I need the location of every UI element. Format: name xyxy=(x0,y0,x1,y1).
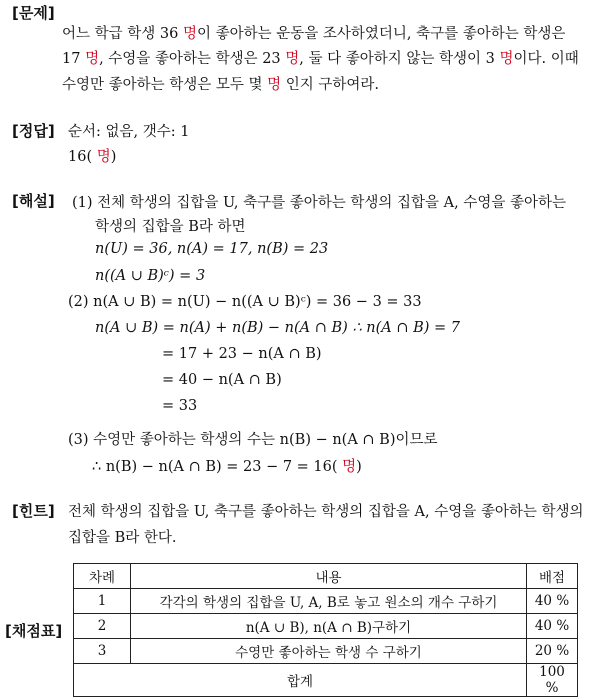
answer-line-1: 순서: 없음, 갯수: 1 xyxy=(68,124,190,140)
row-score: 40 % xyxy=(527,614,578,639)
solution-step3-line2: ∴ n(B) − n(A ∩ B) = 23 − 7 = 16( 명) xyxy=(92,459,362,475)
solution-step2-line4: = 40 − n(A ∩ B) xyxy=(162,372,282,388)
hint-label: [힌트] xyxy=(12,502,55,520)
row-order: 1 xyxy=(74,589,131,614)
unit-myeong: 명 xyxy=(499,51,514,67)
unit-myeong: 명 xyxy=(96,149,111,165)
answer-line-2: 16( 명) xyxy=(68,149,117,165)
table-row xyxy=(74,614,578,639)
hint-line-2: 집합을 B라 한다. xyxy=(68,530,177,546)
solution-step2-line2: n(A ∪ B) = n(A) + n(B) − n(A ∩ B) ∴ n(A ∩ B) = 7 xyxy=(95,320,461,336)
unit-myeong: 명 xyxy=(182,26,197,42)
row-score: 20 % xyxy=(527,639,578,664)
header-order: 차례 xyxy=(74,564,131,589)
solution-step2-line5: = 33 xyxy=(162,398,198,414)
problem-label: [문제] xyxy=(12,4,55,22)
solution-step2-line3: = 17 + 23 − n(A ∩ B) xyxy=(162,346,322,362)
solution-step1-line4: n((A ∪ B)ᶜ) = 3 xyxy=(95,268,206,284)
problem-line-1: 어느 학급 학생 36 명이 좋아하는 운동을 조사하였더니, 축구를 좋아하는 학생은 xyxy=(62,26,566,42)
header-score: 배점 xyxy=(527,564,578,589)
total-score: 100 % xyxy=(527,664,578,697)
solution-step3-line1: (3) 수영만 좋아하는 학생의 수는 n(B) − n(A ∩ B)이므로 xyxy=(68,432,438,448)
solution-step1-line2: 학생의 집합을 B라 하면 xyxy=(95,219,246,235)
solution-step1-line1: (1) 전체 학생의 집합을 U, 축구를 좋아하는 학생의 집합을 A, 수영을 좋아하는 xyxy=(72,195,567,211)
table-total-row xyxy=(74,664,578,697)
table-header-row xyxy=(74,564,578,589)
problem-line-3: 수영만 좋아하는 학생은 모두 몇 명 인지 구하여라. xyxy=(62,77,380,93)
header-content: 내용 xyxy=(131,564,527,589)
table-row xyxy=(74,639,578,664)
unit-myeong: 명 xyxy=(85,51,100,67)
solution-label: [해설] xyxy=(12,192,55,210)
hint-line-1: 전체 학생의 집합을 U, 축구를 좋아하는 학생의 집합을 A, 수영을 좋아하는 학생의 xyxy=(68,504,584,520)
answer-label: [정답] xyxy=(12,122,55,140)
solution-step1-line3: n(U) = 36, n(A) = 17, n(B) = 23 xyxy=(95,241,329,257)
problem-line-2: 17 명, 수영을 좋아하는 학생은 23 명, 둘 다 좋아하지 않는 학생이 3 명이다. 이때 xyxy=(62,51,579,67)
row-order: 3 xyxy=(74,639,131,664)
total-label: 합계 xyxy=(74,664,527,697)
unit-myeong: 명 xyxy=(285,51,300,67)
unit-myeong: 명 xyxy=(267,77,282,93)
unit-myeong: 명 xyxy=(342,459,357,475)
row-content: n(A ∪ B), n(A ∩ B)구하기 xyxy=(131,614,527,639)
table-row xyxy=(74,589,578,614)
scoring-label: [채점표] xyxy=(5,622,63,640)
scoring-table xyxy=(73,563,578,697)
row-content: 각각의 학생의 집합을 U, A, B로 놓고 원소의 개수 구하기 xyxy=(131,589,527,614)
row-order: 2 xyxy=(74,614,131,639)
row-content: 수영만 좋아하는 학생 수 구하기 xyxy=(131,639,527,664)
solution-step2-line1: (2) n(A ∪ B) = n(U) − n((A ∪ B)ᶜ) = 36 − 3 = 33 xyxy=(68,294,422,310)
row-score: 40 % xyxy=(527,589,578,614)
